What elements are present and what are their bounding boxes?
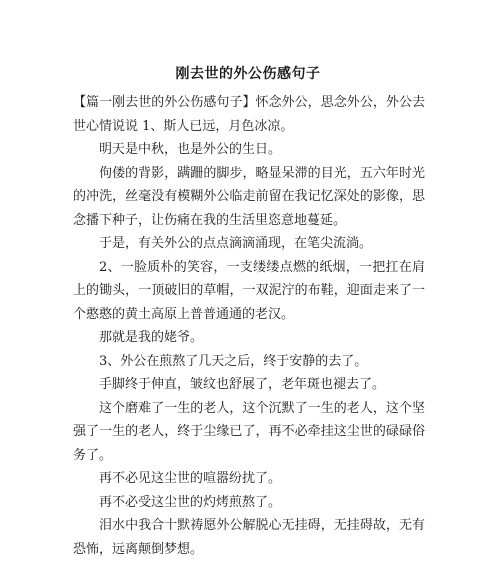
paragraph-intro: 【篇一刚去世的外公伤感句子】怀念外公，思念外公，外公去世心情说说 1、斯人已远，月色冰凉。: [73, 95, 425, 134]
paragraph: 这个磨难了一生的老人，这个沉默了一生的老人，这个坚强了一生的老人，终于尘缘已了，再不必牵挂这尘世的碌碌俗务了。: [73, 400, 425, 463]
paragraph: 再不必见这尘世的喧嚣纷扰了。: [99, 471, 282, 486]
document-title: 刚去世的外公伤感句子: [175, 66, 321, 82]
paragraph: 于是，有关外公的点点滴滴涌现，在笔尖流淌。: [99, 236, 373, 251]
paragraph: 泪水中我合十默祷愿外公解脱心无挂碍，无挂碍故，无有恐怖，远离颠倒梦想。: [73, 518, 425, 557]
paragraph: 2、一脸质朴的笑容，一支缕缕点燃的纸烟，一把扛在肩上的锄头，一顶破旧的草帽，一双泥泞的布鞋，迎面走来了一个憨憨的黄土高原上普普通通的老汉。: [73, 259, 425, 322]
paragraph: 佝偻的背影，蹒跚的脚步，略显呆滞的目光，五六年时光的冲洗，丝毫没有模糊外公临走前留在我记忆深处的影像，思念播下种子，让伤痛在我的生活里恣意地蔓延。: [73, 165, 425, 228]
paragraph: 手脚终于伸直，皱纹也舒展了，老年斑也褪去了。: [99, 377, 386, 392]
paragraph: 再不必受这尘世的灼烤煎熬了。: [99, 494, 282, 510]
document-body: [73, 91, 425, 561]
paragraph: 那就是我的姥爷。: [99, 330, 204, 345]
paragraph: 明天是中秋，也是外公的生日。: [99, 142, 282, 157]
paragraph: 3、外公在煎熬了几天之后，终于安静的去了。: [99, 353, 368, 369]
